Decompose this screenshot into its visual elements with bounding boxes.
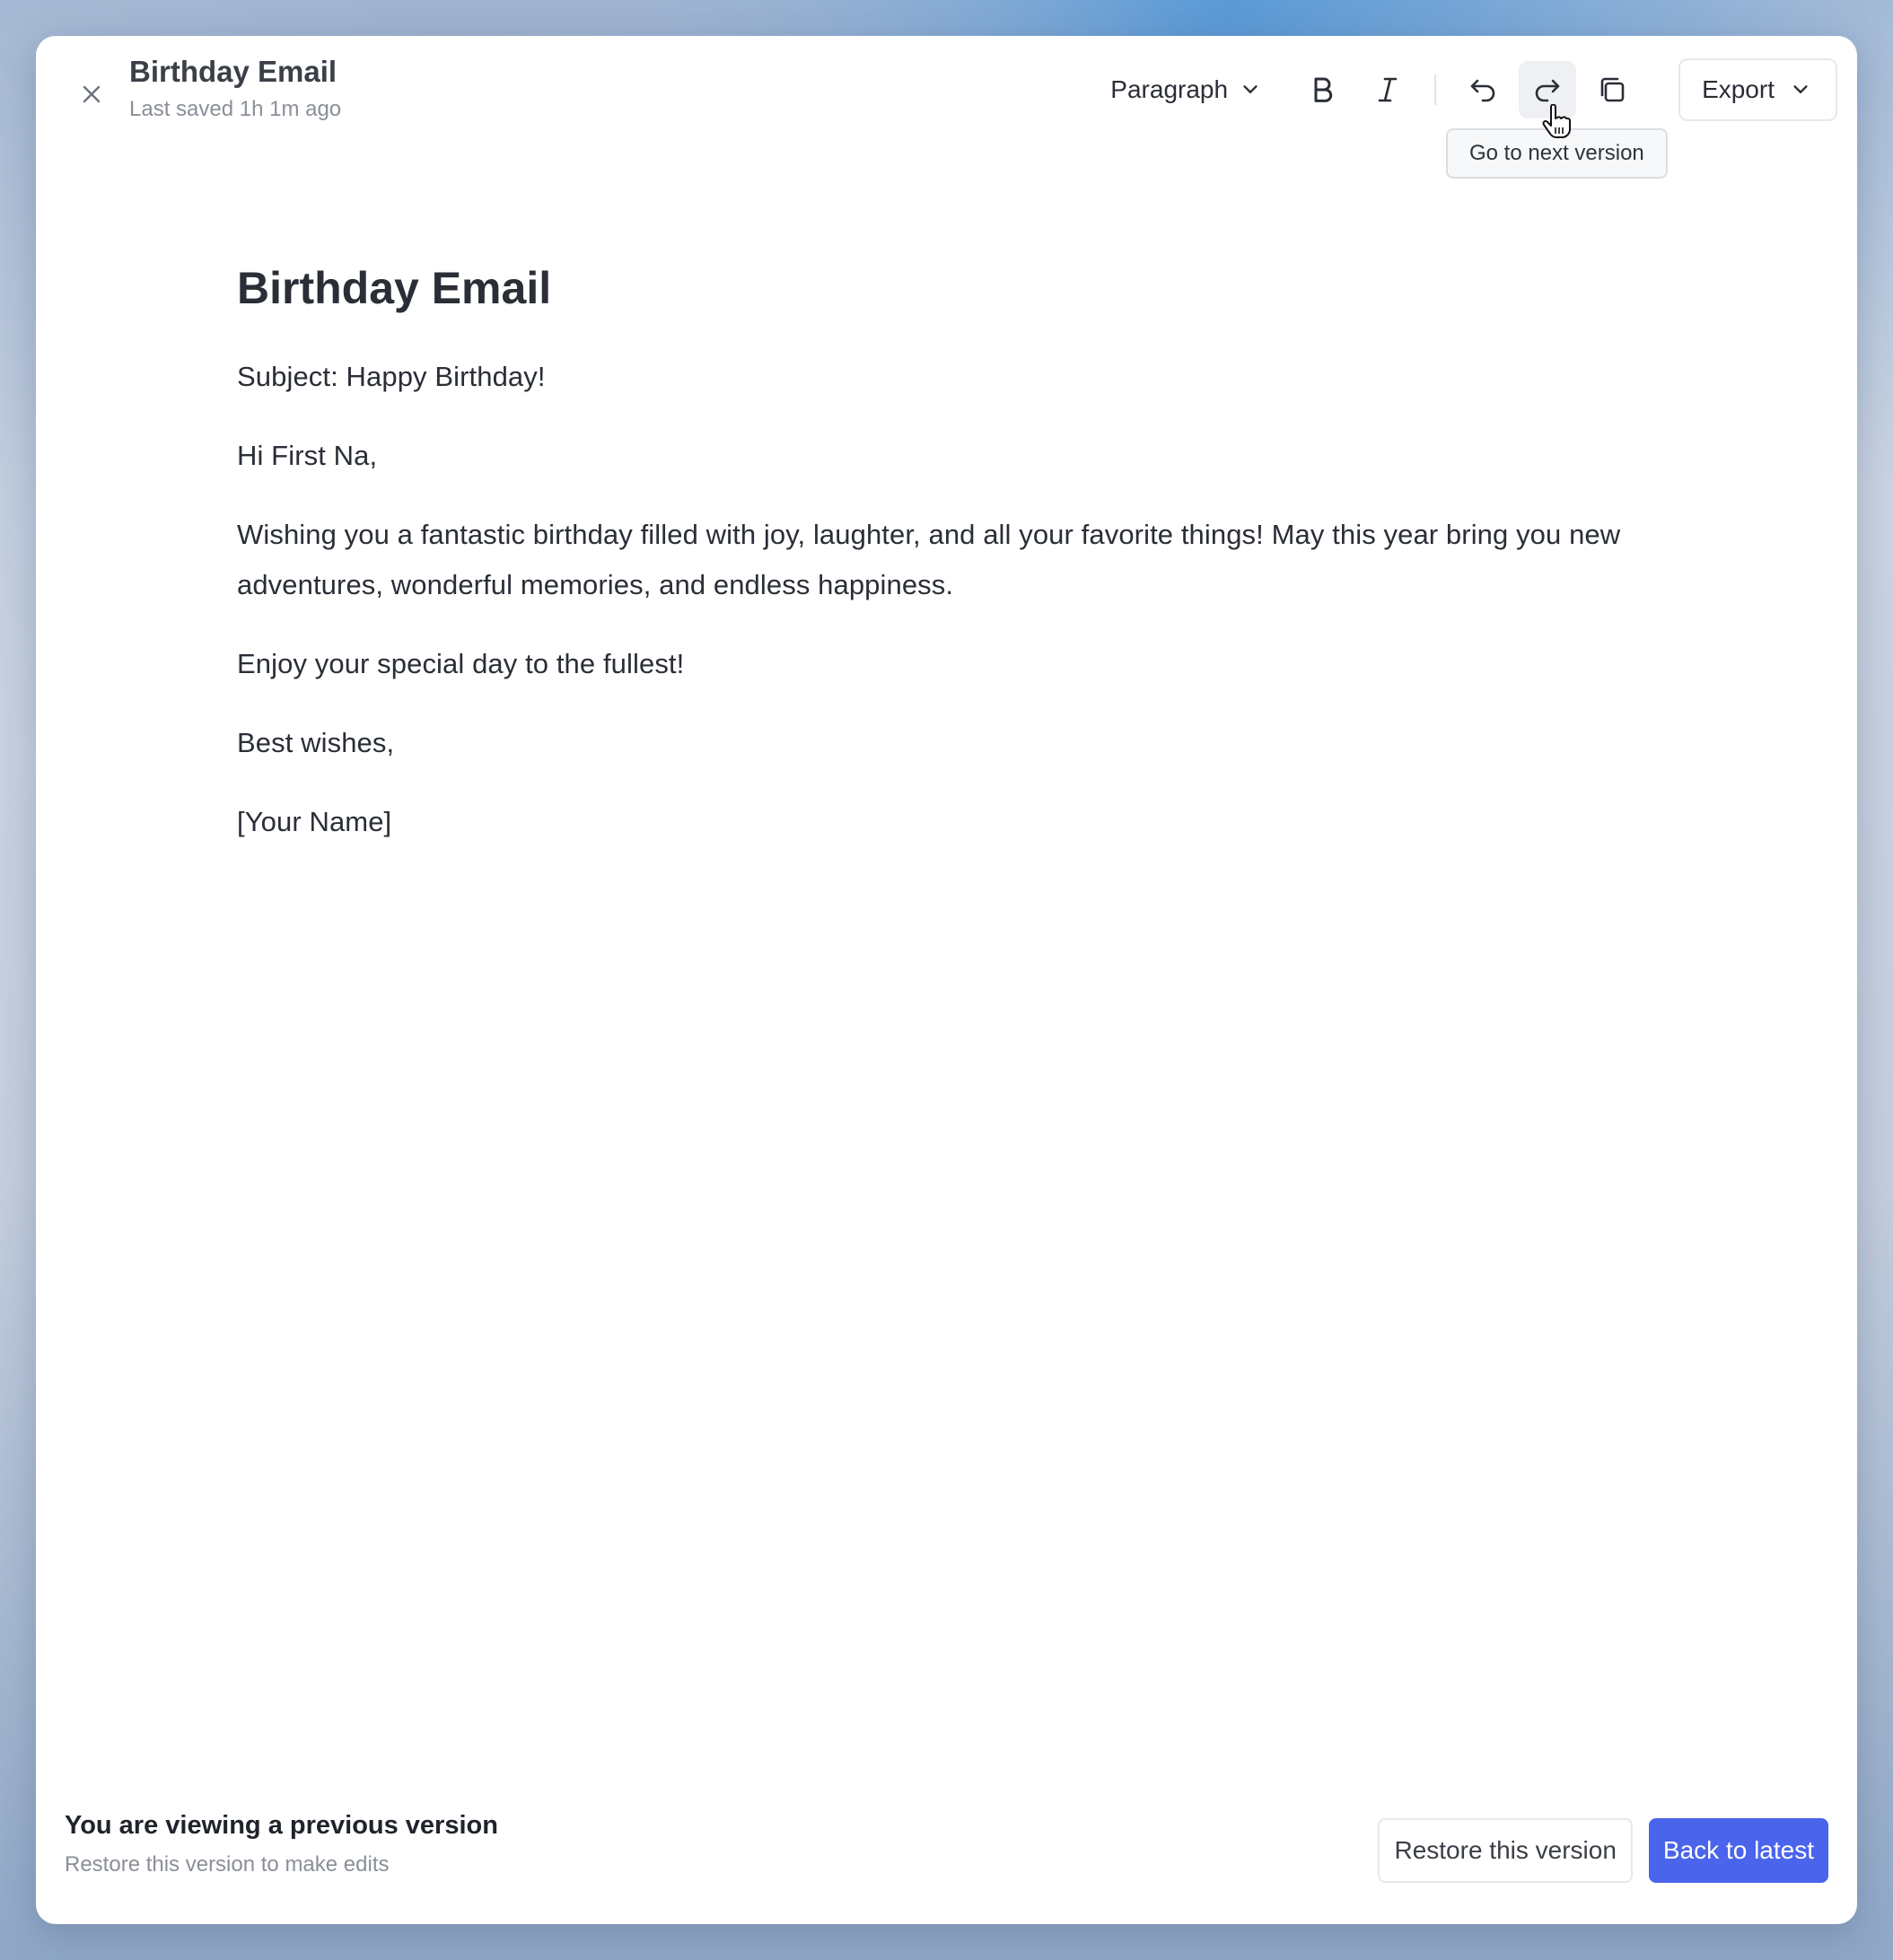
paragraph[interactable]: Best wishes, [237, 727, 395, 758]
document-body[interactable] [237, 224, 1637, 876]
notice-subtitle: Restore this version to make edits [65, 1852, 390, 1877]
document-title: Birthday Email [129, 55, 337, 88]
bold-icon [1311, 76, 1335, 103]
redo-icon [1533, 77, 1562, 102]
toolbar-divider [1434, 74, 1436, 105]
editor-window [36, 36, 1857, 1924]
notice-title: You are viewing a previous version [65, 1811, 498, 1840]
back-to-latest-button[interactable]: Back to latest [1649, 1818, 1828, 1883]
saved-status: Last saved 1h 1m ago [129, 97, 342, 121]
restore-version-button[interactable]: Restore this version [1378, 1818, 1632, 1883]
paragraph[interactable]: Hi First Na, [237, 440, 378, 471]
redo-tooltip: Go to next version [1446, 128, 1668, 179]
toolbar [1096, 57, 1837, 122]
chevron-down-icon [1791, 80, 1810, 100]
chevron-down-icon [1240, 80, 1260, 100]
italic-icon [1376, 76, 1399, 103]
close-icon [81, 83, 102, 105]
copy-icon [1598, 75, 1626, 104]
bold-button[interactable] [1294, 61, 1352, 118]
block-type-dropdown[interactable] [1096, 61, 1275, 118]
paragraph[interactable]: [Your Name] [237, 806, 392, 837]
document-heading[interactable]: Birthday Email [237, 263, 552, 313]
version-footer [36, 1789, 1857, 1924]
close-button[interactable] [67, 70, 116, 118]
pointer-cursor-icon [1541, 104, 1572, 140]
version-notice [65, 1807, 498, 1881]
paragraph[interactable]: Wishing you a fantastic birthday filled with joy, laughter, and all your favorite things! May this year bring you new adventures, wonderful memories, and endless happiness. [237, 519, 1621, 600]
editor-header [36, 36, 1857, 171]
italic-button[interactable] [1359, 61, 1416, 118]
paragraph[interactable]: Subject: Happy Birthday! [237, 361, 546, 392]
undo-icon [1468, 77, 1497, 102]
undo-button[interactable] [1454, 61, 1512, 118]
paragraph[interactable]: Enjoy your special day to the fullest! [237, 648, 685, 679]
export-dropdown[interactable] [1678, 58, 1837, 121]
footer-actions [1378, 1818, 1828, 1883]
export-label: Export [1702, 75, 1775, 103]
copy-button[interactable] [1583, 61, 1641, 118]
title-block [129, 52, 341, 126]
block-type-label: Paragraph [1110, 75, 1229, 103]
